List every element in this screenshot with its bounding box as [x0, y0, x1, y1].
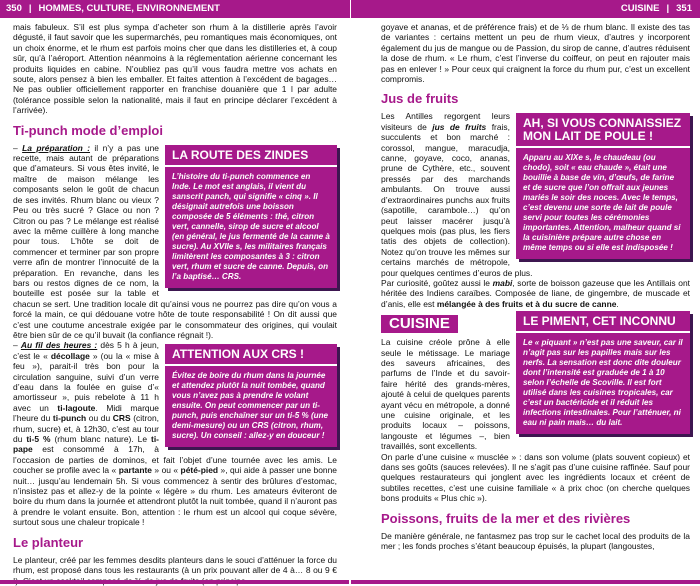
attention-crs-box: [165, 344, 337, 447]
route-zindes-text: L’histoire du ti-punch commence en Inde. Le mot est anglais, il vient du sanscrit panch, qui signifie « cinq ». Il désignait autrefois une boisson composée de 5 éléments : thé, citron vert, cannelle, sirop de sucre et alcool (en général, le jus fermenté de la canne à sucre). Au XVIIe s, les militaires français limitèrent les composantes à 3 : citron vert, rhum et sucre de canne. Depuis, on l’a baptisé… CRS.: [172, 171, 330, 281]
lait-de-poule-text: Apparu au XIXe s, le chaudeau (ou chodo), soit « eau chaude », était une bouillie à base de vin, d’œufs, de farine et de sucre que l’on offrait aux jeunes mariés le soir des noces. Avec le temps, c’est devenu une sorte de lait de poule servi pour toutes les cérémonies importantes. Attention, malheur quand si la cuisinière prépare autre chose en même temps ou si elle est indisposée !: [523, 153, 681, 253]
text-span: est consommé à 17h, à l’occasion de parties de dominos, et fait l’objet d’une tournée avec les amis. Le coucher se profile avec la «: [13, 444, 337, 476]
attention-crs-title: ATTENTION AUX CRS !: [165, 344, 337, 366]
right-section-title: CUISINE: [620, 3, 660, 14]
mabi-term: mabi: [492, 277, 513, 288]
piment-title: LE PIMENT, CET INCONNU: [516, 311, 690, 333]
text-span: ou du: [86, 413, 113, 424]
preparation-label: La préparation :: [22, 142, 91, 153]
lait-de-poule-box: [516, 113, 690, 259]
text-span: , sorte de boisson gazeuse que les Antillais ont héritée des Indiens caraïbes. Composée de liane, de gingembre, de muscade et d’anis, elle est: [381, 277, 690, 309]
right-intro-paragraph: goyave et ananas, et de préférence frais) et de ⅓ de rhum blanc. Il existe des tas de variantes : certains mettent un peu de rhum vieux, d’autres y incorporent également du jus de mangue ou de Passion, du sirop de canne, d’autres réduisent la dose de rhum. « Le rhum, c’est l’inverse du coiffeur, on peut en rajouter mais pas en enlever ! » Pour ceux qui craignent la force du rhum pur, c’est un excellent compromis.: [381, 22, 690, 85]
mabi-paragraph: [381, 278, 690, 309]
planteur-paragraph: Le planteur, créé par les femmes desdits planteurs dans le souci d’atténuer la force du rhum, est proposé dans tous les restaurants (à un prix pouvant aller de 4 à… 8 ou 9 €: [13, 554, 337, 576]
route-zindes-title: LA ROUTE DES ZINDES: [165, 145, 337, 167]
right-page-header: CUISINE | 351: [351, 0, 700, 18]
text-span: frais, succulents et bon marché : corossol, mangue, maracudja, canne, goyave, coco, ananas, prune de Cythère, etc., souvent pressés par des marchands ambulants. On trouve aussi d’extraordinaires punchs aux fruits (sapotille, carambole…) qu’on peut laisser macérer jusqu’à quelques mois (pas plus, les fiers tatis des objets de collection). Notez qu’on trouve les mêmes sur certains marchés de métropole, pour quelques centimes d’euros de plus.: [381, 121, 533, 278]
heures-paragraph: – Au fil des heures : dès 5 h à jeun, c’est le « décollage » (ou la « mise à feu »), parait-il très bon pour la circulation sanguine, suivi d’un verre d’eau dans la foulée en guise d’« amortisseur », puis rebelote à 11 h avec un ti-lagoute. Midi marque l’heure du ti-punch ou du CRS (citron, rhum, sucre) et, à 12h30, c’est au tour du ti-5 % (rhum blanc nature). Le ti-pape est consommé à 17h, à l’occasion de parties de dominos, et fait l’objet d’une tournée avec les amis. Le coucher se profile avec la « partante » ou « pété-pied », qui aide à passer une bonne nuit… jusqu’au lendemain 5h. Si vous commencez à sentir des brûlures d’estomac, n’insistez pas et allez-y de la pointe « légère » du rhum. Les amateurs éviteront de boire du rhum dans la journée et attendront plutôt la nuit tombée, quand il n’auront pas à prendre le volant ensuite. Bon, attention : le rhum est un alcool qui coque sévère, surtout sous une chaleur tropicale !: [13, 340, 337, 528]
planteur-heading: Le planteur: [13, 534, 84, 550]
crs-term: CRS: [112, 413, 131, 424]
text-span: » ou «: [151, 465, 181, 476]
text-span: », qui aide à passer une bonne nuit… jusqu’au lendemain 5h. Si vous commencez à sentir des brûlures d’estomac, n’insistez pas et allez-y de la pointe « légère » du rhum. Les amateurs éviteront de boire du rhum dans la journée et attendront plutôt la nuit tombée, quand il n’auront pas à prendre le volant ensuite. Bon, attention : le rhum est un alcool qui coque sévère, surtout sous une chaleur tropicale !: [13, 465, 337, 528]
cuisine-paragraph-2: On parle d’une cuisine « musclée » : dans son volume (plats souvent copieux) et dans ses goûts (sauces relevées). Il ne s’agit pas d’une cuisine raffinée. Sauf pour quelques restaurateurs qui jonglent avec les ingrédients locaux et créent de subtiles recettes, c’est une cuisine familiale « à prix choc (on cherche quelques bons produits « Plus chic »).: [381, 451, 690, 504]
heures-label: Au fil des heures :: [20, 340, 98, 351]
route-zindes-box: [165, 145, 337, 288]
page-gutter: [349, 18, 351, 584]
preparation-paragraph: – La préparation : il n’y a pas une recette, mais autant de préparations que d’amateurs. Si vous êtes invité, le maître de maison mélange les composants selon le goût de chacun de ses invités. Rhum blanc ou vieux ? Peu ou très sucré ? Glace ou non ? Citron ou pas ? Le mélange est réalisé avec la même cuillère à long manche pour tous. L’hôte se doit de commencer et terminer par son propre verre afin de montrer l’innocuité de la préparation. En revanche, dans les bars ou restos dignes de ce nom, la bouteille est posée sur la table et chacun se sert. Une tradition locale dit qu’ainsi vous ne pourrez pas dire qu’on vous a forcé la main, ce qui dédouane votre hôte de toute responsabilité ! On dit aussi que c’est une coutume ancestrale exigée par le consommateur des origines, qui voulait être bien sûr de ce qu’il buvait (la confiance régnait !).: [13, 142, 337, 340]
piment-box: [516, 311, 690, 434]
piment-text: Le « piquant » n’est pas une saveur, car il n’agit pas sur les papilles mais sur les nerfs. La sensation est donc dite douleur dont l’intensité est graduée de 1 à 10 selon l’échelle de Scoville. Il est fort utilisé dans les cuisines tropicales, car c’est un bactéricide et il réduit les infections intestinales. Pour l’atténuer, ni eau ni pain mais… du lait.: [523, 338, 683, 428]
jus-term: jus de fruits: [432, 121, 487, 132]
left-page-number: 350: [6, 3, 22, 14]
text-span: (citron, rhum, sucre) et, à 12h30, c’est au tour du: [13, 413, 159, 445]
text-span: .: [616, 298, 619, 309]
right-column: [381, 22, 690, 551]
lait-de-poule-title: AH, SI VOUS CONNAISSIEZ MON LAIT DE POULE !: [516, 113, 690, 148]
poissons-paragraph: De manière générale, ne fantasmez pas trop sur le cachet local des produits de la mer ; les fonds proches s’étant beaucoup épuisés, la plupart (langoustes,: [381, 530, 690, 552]
right-bottom-bar: [351, 580, 700, 584]
left-column: [13, 22, 337, 586]
left-bottom-bar: [0, 580, 349, 584]
left-section-title: HOMMES, CULTURE, ENVIRONNEMENT: [38, 3, 220, 14]
text-span: Les Antilles regorgent leurs visiteurs de: [381, 111, 510, 132]
attention-crs-text: Évitez de boire du rhum dans la journée et attendez plutôt la nuit tombée, quand vous n’avez pas à prendre le volant ensuite. On peut commencer par un ti-punch, puis enchaîner sur un ti-5 % (une demi-mesure) ou un CRS (citron, rhum, sucre). Un conseil : allez-y en douceur !: [172, 371, 329, 441]
pete-pied-term: pété-pied: [180, 465, 219, 476]
text-span: (rhum blanc nature). Le: [50, 434, 152, 445]
ti-lagoute-term: ti-lagoute: [57, 402, 96, 413]
cuisine-heading: CUISINE: [381, 315, 458, 333]
right-page-number: 351: [676, 3, 692, 14]
preparation-text: il n’y a pas une recette, mais autant de préparations que d’amateurs. Si vous êtes invité, le maître de maison mélange les composants selon le goût de chacun de ses invités. Rhum blanc ou vieux ? Peu ou très sucré ? Glace ou non ? Citron ou pas ? Le mélange est réalisé avec la même cuillère à long manche pour tous. L’hôte se doit de commencer et terminer par son propre verre afin de montrer l’innocuité de la préparation. En revanche, dans les bars ou restos dignes de ce nom, la bouteille est posée sur la table et chacun se sert. Une tradition locale dit qu’ainsi vous ne pourrez pas dire qu’on vous a forcé la main, ce qui dédouane votre hôte de toute responsabilité ! On dit aussi que c’est une coutume ancestrale exigée par le consommateur des origines, qui voulait être bien sûr de ce qu’il buvait (la confiance régnait !).: [13, 142, 337, 340]
ti-5-term: ti-5 %: [26, 434, 51, 445]
intro-paragraph: mais fabuleux. S’il est plus sympa d’acheter son rhum à la distillerie après l’avoir dégusté, il faut savoir que les supermarchés, peu romantiques mais économiques, ont un choix énorme, et le rhum est parfois moins cher que dans les distilleries et, à coup sûr, qu’à l’aéroport. Attention néanmoins à la réglementation aérienne concernant les produits liquides en cabine. N’oubliez pas qu’il vous faudra mettre vos achats en soute, alors pensez à bien les emballer. Et faites attention à l’excédent de bagages… Ne pas oublier officiellement rapporter en franchise douanière que 1 l par adulte (tolérance possible selon la nationalité, mais il faut en principe déclarer l’excédent à l’arrivée).: [13, 22, 337, 116]
tipunch-heading: Ti-punch mode d’emploi: [13, 122, 163, 138]
text-span: » (ou la « mise à feu »), parait-il très bon pour la circulation sanguine, suivi d’un verre d’eau dans la foulée en guise d’« amortisseur », puis rebelote à 11 h avec un: [13, 350, 159, 413]
poissons-heading: Poissons, fruits de la mer et des rivières: [381, 510, 631, 526]
text-span: . Midi marque l’heure du: [13, 402, 159, 424]
partante-term: partante: [118, 465, 152, 476]
ti-pape-term: ti-pape: [13, 434, 159, 455]
text-span: Par curiosité, goûtez aussi le: [381, 277, 493, 288]
decollage-term: décollage: [50, 350, 90, 361]
cuisine-paragraph: La cuisine créole prône à elle seule le métissage. Le mariage des saveurs africaines, des parfums de l’Inde et du savoir-faire hérité des grands-mères, ajouté à celui de quelques parents ayant vécu en métropole, a donné une cuisine originale, et les produits locaux – poissons, langouste et légumes –, bien travaillés, sont excellents.: [381, 337, 510, 452]
mabi-bold: mélangée à des fruits et à du sucre de canne: [436, 298, 617, 309]
text-span: dès 5 h à jeun, c’est le «: [13, 340, 160, 361]
left-page-header: 350 | HOMMES, CULTURE, ENVIRONNEMENT: [0, 0, 350, 18]
ti-punch-term: ti-punch: [52, 413, 87, 424]
jus-heading: Jus de fruits: [381, 91, 459, 107]
